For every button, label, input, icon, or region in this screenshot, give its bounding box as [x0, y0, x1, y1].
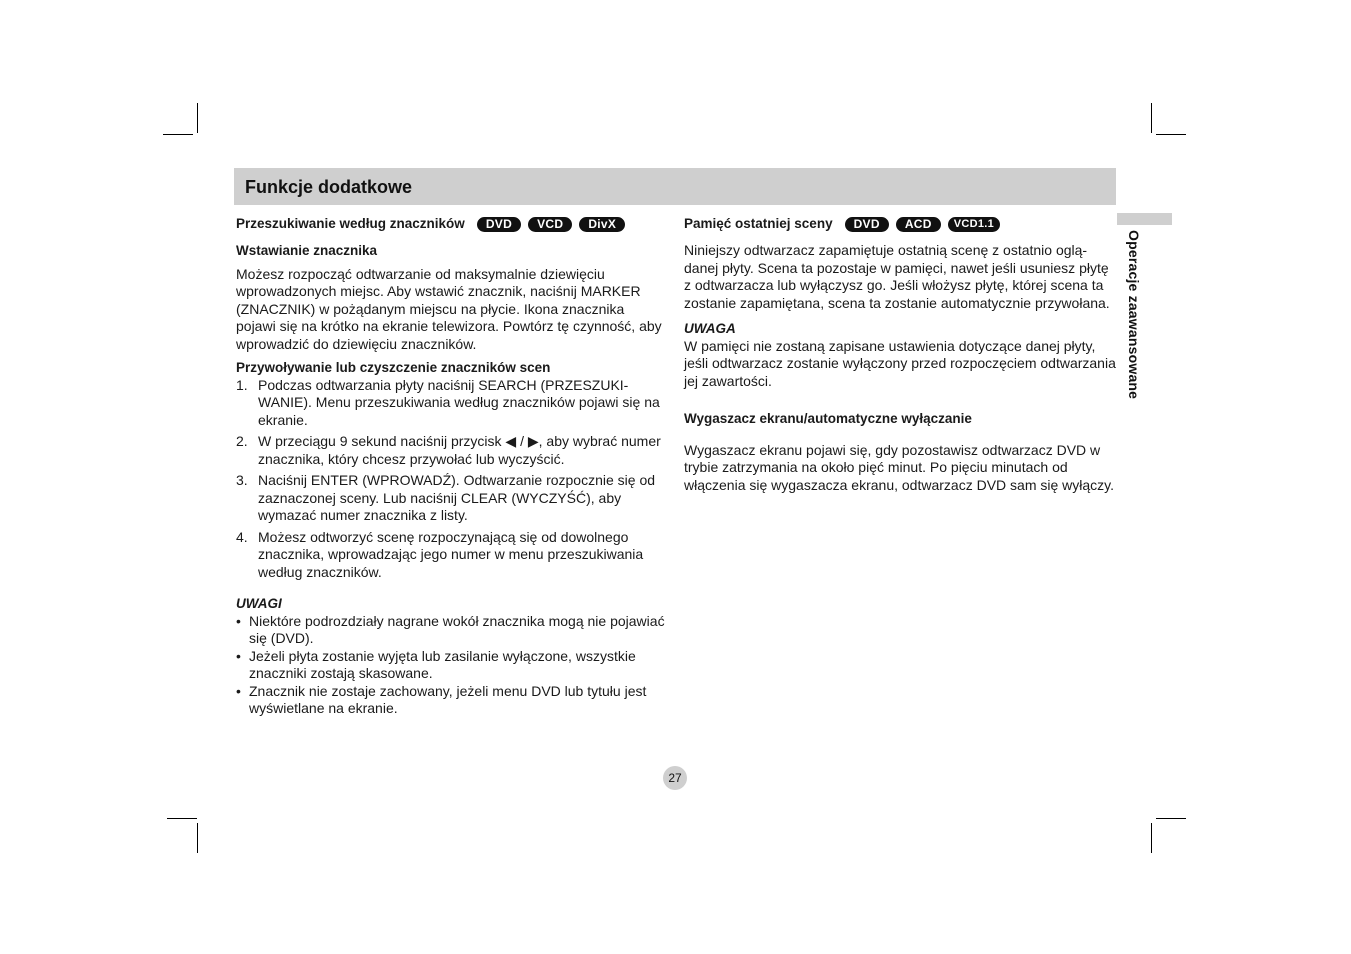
badge-acd: ACD	[896, 217, 941, 232]
section-title-last-scene	[684, 214, 1116, 234]
subheading-recall-markers: Przywoływanie lub czyszczenie znaczników scen	[236, 360, 551, 375]
list-item: • Znacznik nie zostaje zachowany, jeżeli menu DVD lub tytułu jest wyświetlane na ekranie.	[236, 682, 647, 716]
note-title: UWAGA	[684, 321, 736, 336]
list-item: 1. Podczas odtwarzania płyty naciśnij SEARCH (PRZESZUKI-WANIE). Menu przeszukiwania według znaczników pojawi się na ekranie.	[236, 376, 660, 428]
steps-list	[236, 377, 666, 582]
badge-vcd11: VCD1.1	[948, 217, 1000, 232]
list-item: • Niektóre podrozdziały nagrane wokół znacznika mogą nie pojawiać się (DVD).	[236, 612, 665, 646]
section-title-text: Pamięć ostatniej sceny	[684, 216, 833, 232]
list-item: 2. W przeciągu 9 sekund naciśnij przycisk ◀ / ▶, aby wybrać numer znacznika, który chcesz przywołać lub wyczyścić.	[236, 433, 661, 467]
paragraph-insert-marker: Możesz rozpocząć odtwarzanie od maksymalnie dziewięciu wprowadzonych miejsc. Aby wstawić znacznik, naciśnij MARKER (ZNACZNIK) w pożądanym miejscu na płycie. Ikona znacznika pojawi się na krótko na ekranie telewizora. Powtórz tę czynność, aby wprowadzić do dziewięciu znaczników.	[236, 265, 662, 352]
list-item: • Jeżeli płyta zostanie wyjęta lub zasilanie wyłączone, wszystkie znaczniki zostają skasowane.	[236, 647, 636, 681]
paragraph-screensaver: Wygaszacz ekranu pojawi się, gdy pozostawisz odtwarzacz DVD w trybie zatrzymania na około pięć minut. Po pięciu minutach od włączenia się wygaszacza ekranu, odtwarzacz DVD sam się wyłączy.	[684, 441, 1115, 493]
page-title: Funkcje dodatkowe	[245, 177, 413, 197]
header-bar	[234, 168, 1116, 205]
disc-badges	[477, 217, 625, 232]
badge-divx: DivX	[579, 217, 625, 232]
subheading-insert-marker: Wstawianie znacznika	[236, 243, 378, 258]
disc-badges	[845, 217, 1000, 232]
notes-title: UWAGI	[236, 596, 282, 611]
left-column	[236, 214, 666, 718]
crop-mark	[197, 103, 198, 133]
paragraph-note: W pamięci nie zostaną zapisane ustawienia dotyczące danej płyty, jeśli odtwarzacz zostanie wyłączony przed rozpoczęciem odtwarzania jej zawartości.	[684, 337, 1116, 389]
crop-mark	[167, 818, 197, 819]
crop-mark	[1151, 823, 1152, 853]
page-number: 27	[663, 766, 687, 790]
list-item: 3. Naciśnij ENTER (WPROWADŹ). Odtwarzanie rozpocznie się od zaznaczonej sceny. Lub naciśnij CLEAR (WYCZYŚĆ), aby wymazać numer znacznika z listy.	[236, 472, 656, 523]
section-title-markers	[236, 214, 666, 234]
paragraph-last-scene: Niniejszy odtwarzacz zapamiętuje ostatnią scenę z ostatnio oglą-danej płyty. Scena ta pozostaje w pamięci, nawet jeśli usuniesz płytę z odtwarzacza lub wyłączysz go. Jeśli włożysz płytę, której scena ta zostanie zapamiętana, scena ta zostanie automatycznie przywołana.	[684, 242, 1110, 311]
crop-mark	[197, 823, 198, 853]
crop-mark	[163, 134, 193, 135]
badge-dvd: DVD	[477, 217, 521, 232]
crop-mark	[1156, 134, 1186, 135]
subheading-screensaver: Wygaszacz ekranu/automatyczne wyłączanie	[684, 411, 972, 426]
notes-list	[236, 613, 666, 718]
list-item: 4. Możesz odtworzyć scenę rozpoczynającą się od dowolnego znacznika, wprowadzając jego numer w menu przeszukiwania według znaczników.	[236, 528, 644, 580]
side-section-label: Operacje zaawansowane	[1126, 230, 1142, 400]
badge-dvd: DVD	[845, 217, 889, 232]
crop-mark	[1156, 818, 1186, 819]
section-title-text: Przeszukiwanie według znaczników	[236, 216, 465, 232]
side-tab	[1117, 213, 1172, 225]
crop-mark	[1151, 103, 1152, 133]
right-column	[684, 214, 1116, 494]
badge-vcd: VCD	[528, 217, 572, 232]
